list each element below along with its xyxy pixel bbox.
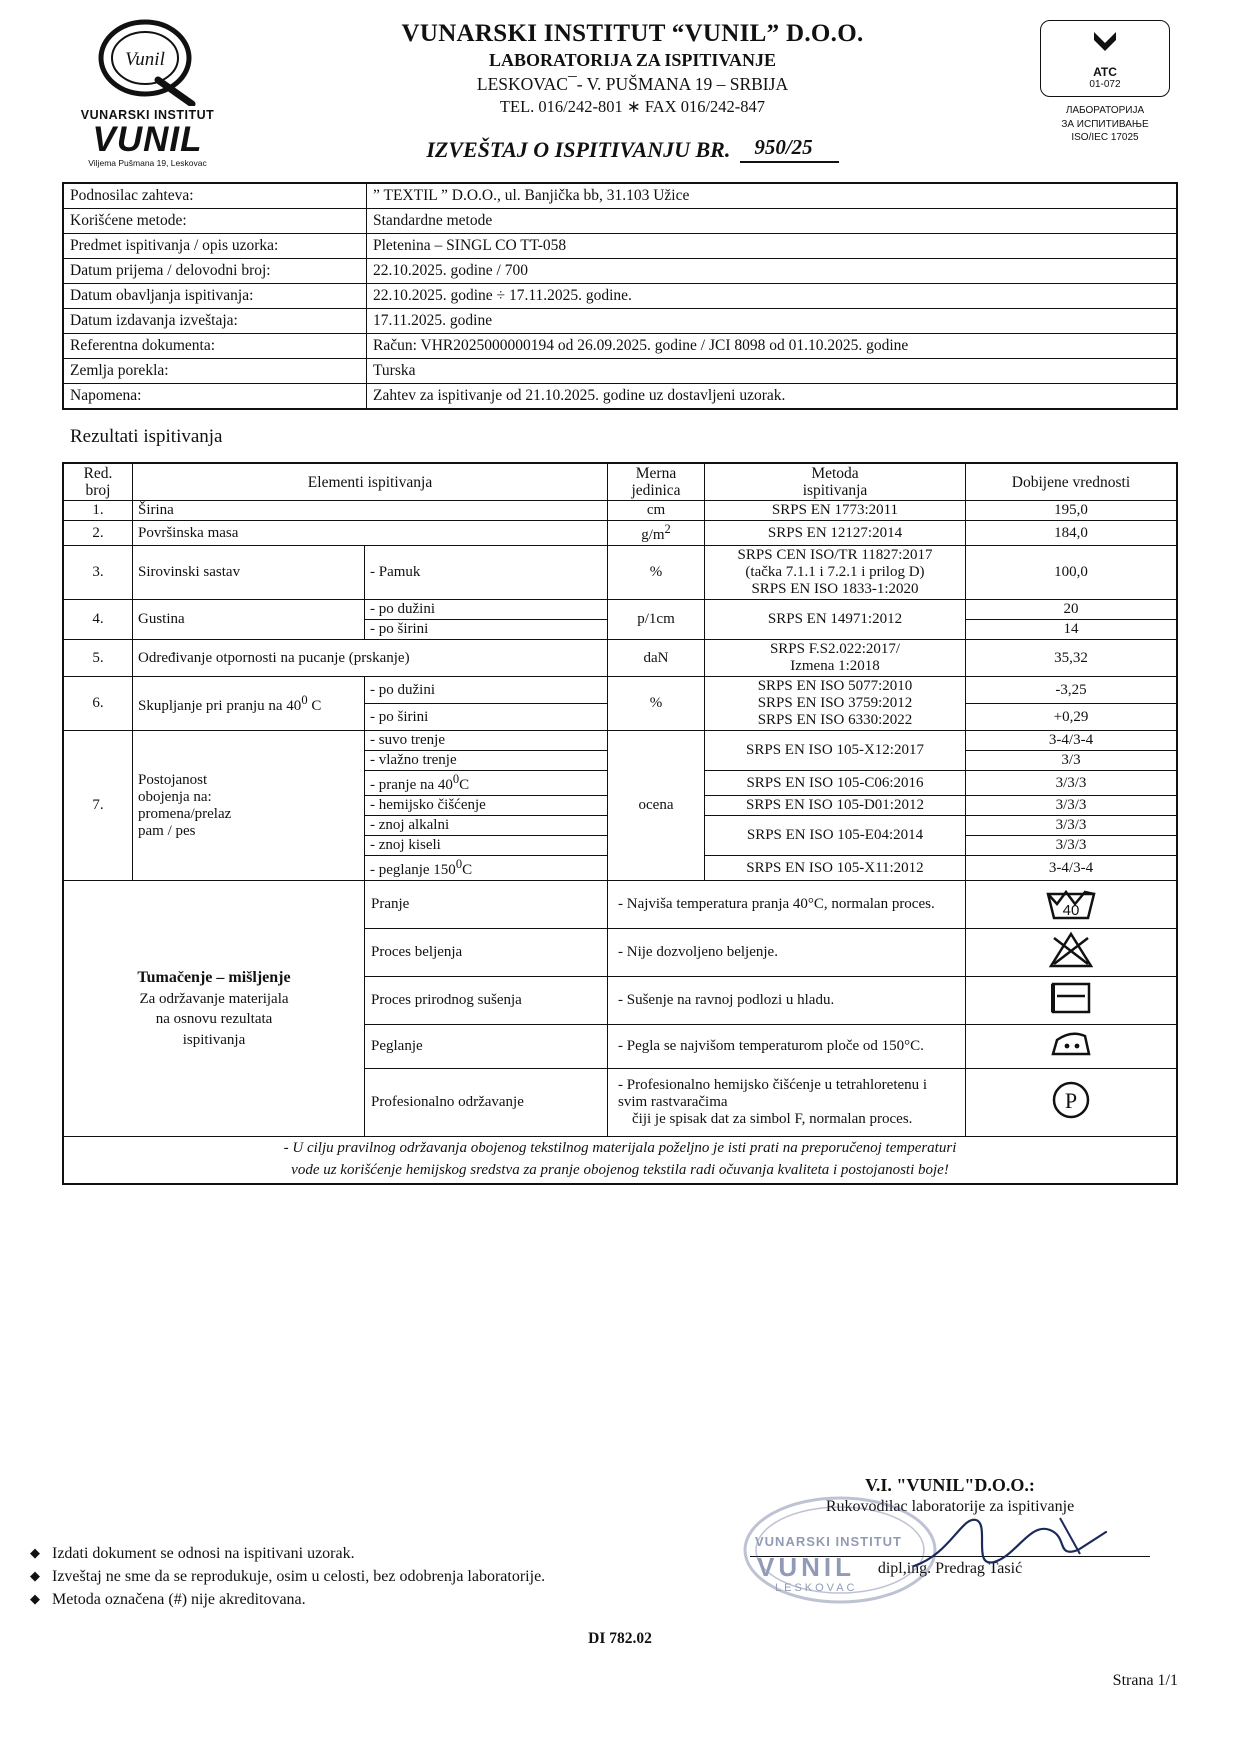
- table-row: [64, 184, 1177, 209]
- atc-line2: ЗА ИСПИТИВАЊЕ: [1061, 118, 1149, 130]
- header-method: Metoda ispitivanja: [705, 464, 966, 501]
- row-method: SRPS EN ISO 105-C06:2016: [705, 771, 966, 796]
- report-number: 950/25: [740, 135, 838, 163]
- row-element: Postojanost obojenja na: promena/prelaz pam / pes: [133, 731, 365, 881]
- table-row: [64, 234, 1177, 259]
- iron-two-dots-icon: [966, 1025, 1177, 1069]
- info-value: 22.10.2025. godine ÷ 17.11.2025. godine.: [367, 284, 1177, 309]
- company-name: VUNARSKI INSTITUT “VUNIL” D.O.O.: [401, 20, 864, 47]
- stamp-line3: LESKOVAC: [775, 1582, 858, 1594]
- table-row: [64, 600, 1177, 620]
- interpretation-row: [64, 881, 1177, 929]
- care-label: Proces prirodnog sušenja: [365, 977, 608, 1025]
- svg-text:Vunil: Vunil: [124, 49, 165, 70]
- stamp-line2: VUNIL: [757, 1552, 855, 1582]
- signature-company: V.I. "VUNIL"D.O.O.:: [865, 1475, 1035, 1495]
- interpretation-note: - U cilju pravilnog održavanja obojenog tekstilnog materijala poželjno je isti prati na preporučenoj temperaturi vode uz korišćenje hemijskog sredstva za pranje obojenog tekstila radi očuvanja kvaliteta i postojanosti boje!: [64, 1137, 1177, 1184]
- footer-note: Izveštaj ne sme da se reprodukuje, osim u celosti, bez odobrenja laboratorije.: [52, 1568, 546, 1585]
- row-element: Određivanje otpornosti na pucanje (prskanje): [133, 640, 608, 677]
- footer-note: Izdati dokument se odnosi na ispitivani uzorak.: [52, 1545, 355, 1562]
- info-value: 22.10.2025. godine / 700: [367, 259, 1177, 284]
- atc-name: ATC: [1093, 65, 1117, 79]
- logo-institute-text: VUNARSKI INSTITUT: [80, 108, 215, 122]
- row-element: Sirovinski sastav: [133, 546, 365, 600]
- results-heading: Rezultati ispitivanja: [70, 426, 223, 447]
- row-unit: daN: [608, 640, 705, 677]
- row-value: 3/3/3: [966, 816, 1177, 836]
- table-row: [64, 334, 1177, 359]
- info-value: Račun: VHR2025000000194 od 26.09.2025. godine / JCI 8098 od 01.10.2025. godine: [367, 334, 1177, 359]
- row-method: SRPS EN ISO 5077:2010 SRPS EN ISO 3759:2012 SRPS EN ISO 6330:2022: [705, 677, 966, 731]
- care-label: Peglanje: [365, 1025, 608, 1069]
- document-header: [0, 0, 1240, 168]
- row-unit: %: [608, 546, 705, 600]
- row-value: 3-4/3-4: [966, 856, 1177, 881]
- row-method: SRPS EN 1773:2011: [705, 501, 966, 521]
- table-header-row: [64, 464, 1177, 501]
- department-name: LABORATORIJA ZA ISPITIVANJE: [488, 50, 777, 70]
- signature-role: Rukovodilac laboratorije za ispitivanje: [825, 1498, 1075, 1515]
- row-no: 1.: [64, 501, 133, 521]
- row-no: 2.: [64, 521, 133, 546]
- row-subelement: - vlažno trenje: [365, 751, 608, 771]
- atc-logo-icon: [1045, 29, 1165, 62]
- row-subelement: - peglanje $150^0C$: [365, 856, 608, 881]
- care-text: - Pegla se najvišom temperaturom ploče od 150°C.: [608, 1025, 966, 1069]
- row-unit: ocena: [608, 731, 705, 881]
- accreditation-mark: [1030, 14, 1180, 145]
- info-label: Podnosilac zahteva:: [64, 184, 367, 209]
- wash-40-icon: [966, 881, 1177, 929]
- row-method: SRPS EN ISO 105-E04:2014: [705, 816, 966, 856]
- care-label: Profesionalno održavanje: [365, 1069, 608, 1137]
- row-value: -3,25: [966, 677, 1177, 704]
- interpretation-note-row: [64, 1137, 1177, 1184]
- stamp-line1: VUNARSKI INSTITUT: [755, 1534, 902, 1549]
- row-unit: $g/m^2$: [608, 521, 705, 546]
- atc-footer: [1030, 104, 1180, 145]
- row-method: SRPS EN 14971:2012: [705, 600, 966, 640]
- row-element: Površinska masa: [133, 521, 608, 546]
- page-number: Strana 1/1: [1112, 1672, 1178, 1689]
- row-value: 3-4/3-4: [966, 731, 1177, 751]
- row-method: SRPS CEN ISO/TR 11827:2017 (tačka 7.1.1 i 7.2.1 i prilog D) SRPS EN ISO 1833-1:2020: [705, 546, 966, 600]
- row-value: +0,29: [966, 704, 1177, 731]
- atc-code: 01-072: [1089, 79, 1121, 90]
- row-element: Širina: [133, 501, 608, 521]
- care-text: - Nije dozvoljeno beljenje.: [608, 929, 966, 977]
- info-label: Referentna dokumenta:: [64, 334, 367, 359]
- vunil-q-logo-icon: [88, 18, 208, 106]
- row-subelement: - suvo trenje: [365, 731, 608, 751]
- row-subelement: - pranje na $40^0C$: [365, 771, 608, 796]
- professional-clean-p-icon: [966, 1069, 1177, 1137]
- bullet-icon: ◆: [30, 1591, 40, 1606]
- info-label: Korišćene metode:: [64, 209, 367, 234]
- info-label: Datum prijema / delovodni broj:: [64, 259, 367, 284]
- info-value: Pletenina – SINGL CO TT-058: [367, 234, 1177, 259]
- info-label: Datum obavljanja ispitivanja:: [64, 284, 367, 309]
- svg-text:40: 40: [1062, 902, 1080, 920]
- row-value: 3/3/3: [966, 796, 1177, 816]
- row-no: 6.: [64, 677, 133, 731]
- row-method: SRPS EN ISO 105-X12:2017: [705, 731, 966, 771]
- row-value: 3/3/3: [966, 771, 1177, 796]
- row-value: 3/3: [966, 751, 1177, 771]
- table-row: [64, 677, 1177, 704]
- header-no: Red. broj: [64, 464, 133, 501]
- logo-address: Viljema Pušmana 19, Leskovac: [88, 158, 207, 168]
- company-logo: [60, 14, 235, 168]
- info-label: Predmet ispitivanja / opis uzorka:: [64, 234, 367, 259]
- row-method: SRPS EN ISO 105-D01:2012: [705, 796, 966, 816]
- row-no: 5.: [64, 640, 133, 677]
- row-value: 184,0: [966, 521, 1177, 546]
- company-address: LESKOVAC¯- V. PUŠMANA 19 – SRBIJA: [476, 74, 789, 94]
- row-subelement: - hemijsko čišćenje: [365, 796, 608, 816]
- care-label: Proces beljenja: [365, 929, 608, 977]
- row-subelement: - po dužini: [365, 677, 608, 704]
- results-table: [62, 462, 1178, 1185]
- table-row: [64, 309, 1177, 334]
- document-code: DI 782.02: [588, 1630, 652, 1647]
- table-row: [64, 731, 1177, 751]
- row-unit: cm: [608, 501, 705, 521]
- bullet-icon: ◆: [30, 1568, 40, 1583]
- row-subelement: - Pamuk: [365, 546, 608, 600]
- svg-text:P: P: [1064, 1088, 1078, 1114]
- header-elements: Elementi ispitivanja: [133, 464, 608, 501]
- row-value: 35,32: [966, 640, 1177, 677]
- row-value: 14: [966, 620, 1177, 640]
- bullet-icon: ◆: [30, 1545, 40, 1560]
- row-no: 3.: [64, 546, 133, 600]
- list-item: [30, 1568, 730, 1586]
- info-label: Datum izdavanja izveštaja:: [64, 309, 367, 334]
- table-row: [64, 640, 1177, 677]
- row-subelement: - po širini: [365, 620, 608, 640]
- row-subelement: - znoj kiseli: [365, 836, 608, 856]
- list-item: [30, 1591, 730, 1609]
- row-value: 3/3/3: [966, 836, 1177, 856]
- interpretation-title: Tumačenje – mišljenje Za održavanje materijala na osnovu rezultata ispitivanja: [64, 881, 365, 1137]
- header-center: [235, 14, 1030, 163]
- row-unit: %: [608, 677, 705, 731]
- report-title: IZVEŠTAJ O ISPITIVANJU BR.: [426, 137, 731, 162]
- company-contact: TEL. 016/242-801 ∗ FAX 016/242-847: [499, 97, 766, 116]
- report-title-row: [235, 135, 1030, 163]
- header-values: Dobijene vrednosti: [966, 464, 1177, 501]
- table-row: [64, 359, 1177, 384]
- table-row: [64, 501, 1177, 521]
- table-row: [64, 384, 1177, 409]
- row-element: Gustina: [133, 600, 365, 640]
- care-text: - Sušenje na ravnoj podlozi u hladu.: [608, 977, 966, 1025]
- info-value: Standardne metode: [367, 209, 1177, 234]
- table-row: [64, 209, 1177, 234]
- list-item: [30, 1545, 730, 1563]
- no-bleach-icon: [966, 929, 1177, 977]
- request-info-table: [62, 182, 1178, 410]
- handwritten-signature: [910, 1510, 1120, 1585]
- row-method: SRPS F.S2.022:2017/ Izmena 1:2018: [705, 640, 966, 677]
- care-label: Pranje: [365, 881, 608, 929]
- footer-notes: [30, 1545, 730, 1614]
- atc-line1: ЛАБОРАТОРИЈА: [1065, 105, 1145, 116]
- row-no: 4.: [64, 600, 133, 640]
- row-element: Skupljanje pri pranju na $40^0$ C: [133, 677, 365, 731]
- table-row: [64, 546, 1177, 600]
- row-subelement: - po širini: [365, 704, 608, 731]
- info-label: Napomena:: [64, 384, 367, 409]
- table-row: [64, 284, 1177, 309]
- info-value: Zahtev za ispitivanje od 21.10.2025. godine uz dostavljeni uzorak.: [367, 384, 1177, 409]
- header-unit: Merna jedinica: [608, 464, 705, 501]
- info-label: Zemlja porekla:: [64, 359, 367, 384]
- table-row: [64, 259, 1177, 284]
- logo-wordmark: VUNIL: [92, 120, 203, 159]
- row-subelement: - po dužini: [365, 600, 608, 620]
- footer-note: Metoda označena (#) nije akreditovana.: [52, 1591, 306, 1608]
- signature-name: dipl,ing. Predrag Tasić: [877, 1560, 1023, 1577]
- care-text: - Najviša temperatura pranja 40°C, normalan proces.: [608, 881, 966, 929]
- info-value: Turska: [367, 359, 1177, 384]
- care-text: - Profesionalno hemijsko čišćenje u tetrahloretenu i svim rastvaračima čiji je spisak dat za simbol F, normalan proces.: [608, 1069, 966, 1137]
- info-value: ” TEXTIL ” D.O.O., ul. Banjička bb, 31.103 Užice: [367, 184, 1177, 209]
- info-value: 17.11.2025. godine: [367, 309, 1177, 334]
- row-value: 20: [966, 600, 1177, 620]
- atc-card: [1040, 20, 1170, 97]
- row-no: 7.: [64, 731, 133, 881]
- row-method: SRPS EN ISO 105-X11:2012: [705, 856, 966, 881]
- row-unit: p/1cm: [608, 600, 705, 640]
- row-value: 195,0: [966, 501, 1177, 521]
- row-method: SRPS EN 12127:2014: [705, 521, 966, 546]
- atc-line3: ISO/IEC 17025: [1071, 132, 1139, 143]
- row-subelement: - znoj alkalni: [365, 816, 608, 836]
- dry-flat-shade-icon: [966, 977, 1177, 1025]
- row-value: 100,0: [966, 546, 1177, 600]
- table-row: [64, 521, 1177, 546]
